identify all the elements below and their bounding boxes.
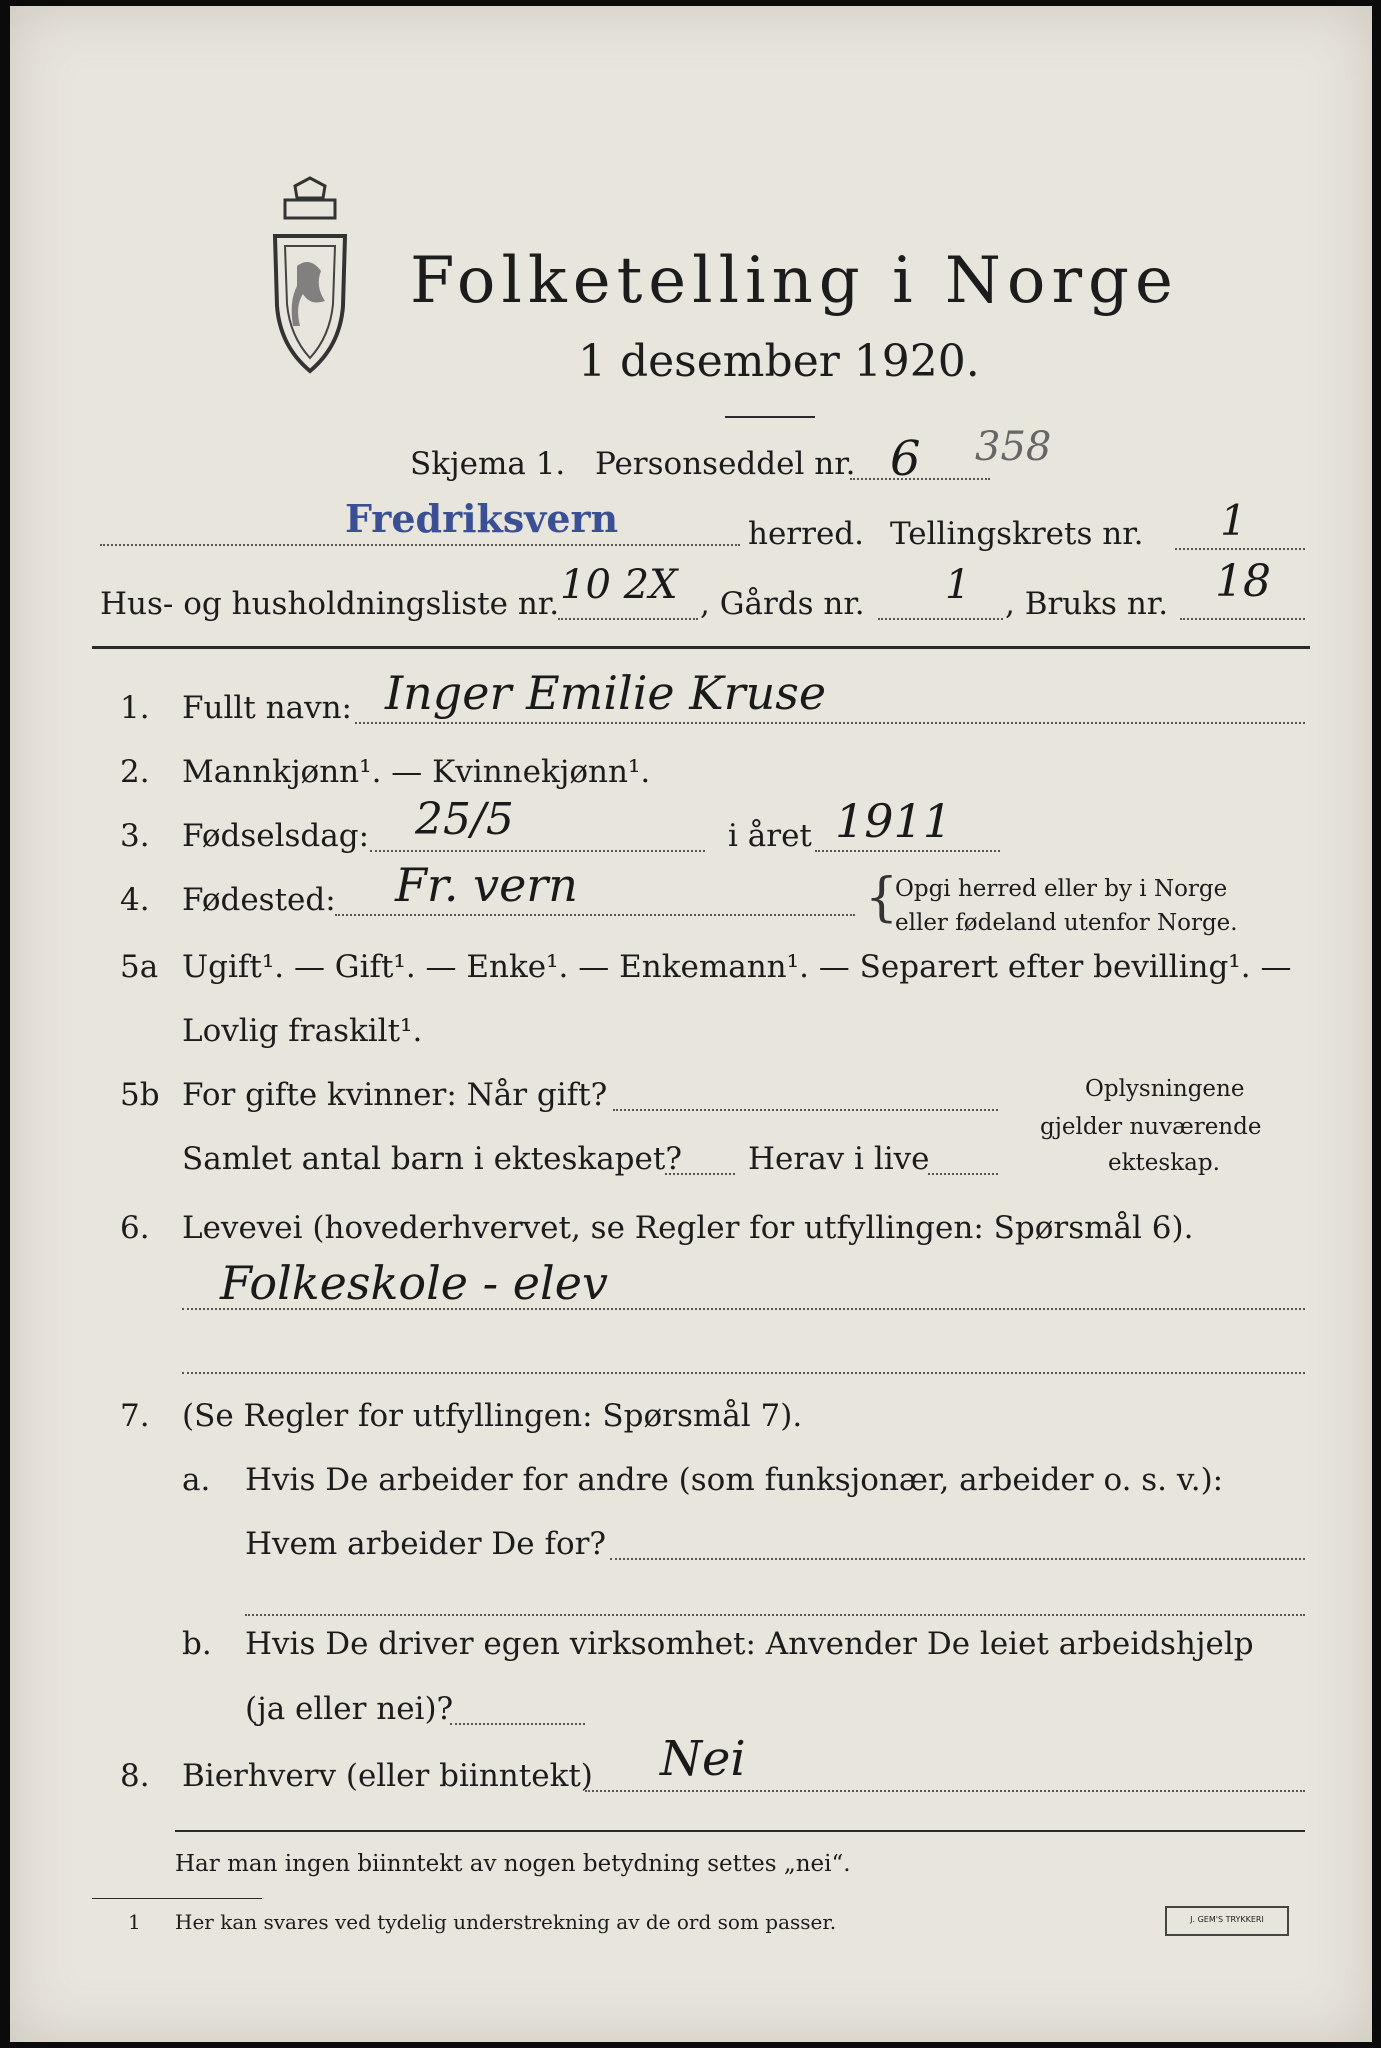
gards-label: , Gårds nr. — [700, 586, 865, 622]
personseddel-label: Personseddel nr. — [595, 446, 856, 482]
tellingskrets-label: Tellingskrets nr. — [890, 516, 1144, 552]
q7a-text: Hvis De arbeider for andre (som funksjonær, arbeider o. s. v.): — [245, 1462, 1224, 1498]
header-divider — [92, 646, 1310, 649]
q6-number: 6. — [120, 1210, 150, 1246]
q8-label: Bierhverv (eller biinntekt) — [182, 1758, 593, 1794]
skjema-label: Skjema 1. — [410, 446, 566, 482]
tellingskrets-value: 1 — [1220, 496, 1247, 545]
q7a-letter: a. — [182, 1462, 211, 1498]
q3-birth-year: 1911 — [835, 794, 953, 848]
q7b-text: Hvis De driver egen virksomhet: Anvender De leiet arbeidshjelp — [245, 1626, 1254, 1662]
q1-number: 1. — [120, 690, 150, 726]
q4-label: Fødested: — [182, 882, 336, 918]
q3-number: 3. — [120, 818, 150, 854]
bruks-value: 18 — [1215, 556, 1271, 607]
q5b-note-line1: Oplysningene — [1085, 1076, 1245, 1102]
q7b-letter: b. — [182, 1626, 212, 1662]
form-title: Folketelling i Norge — [410, 244, 1179, 318]
q6-occupation: Folkeskole - elev — [220, 1256, 608, 1310]
q7b-question: (ja eller nei)? — [245, 1691, 454, 1727]
census-form — [10, 6, 1372, 2042]
footnote-mark: 1 — [128, 1910, 141, 1934]
census-date: 1 desember 1920. — [578, 336, 980, 387]
footer-divider — [175, 1830, 1305, 1832]
hus-value: 10 2X — [560, 562, 678, 608]
printer-stamp — [1165, 1906, 1289, 1936]
q4-birthplace: Fr. vern — [395, 858, 578, 912]
q5b-children-label: Samlet antal barn i ekteskapet? — [182, 1141, 682, 1177]
coat-of-arms-icon — [255, 176, 365, 376]
hus-label: Hus- og husholdningsliste nr. — [100, 586, 560, 622]
q8-secondary-income: Nei — [660, 1731, 746, 1787]
bruks-label: , Bruks nr. — [1005, 586, 1169, 622]
q4-note-line2: eller fødeland utenfor Norge. — [895, 910, 1238, 936]
q5a-number: 5a — [120, 949, 159, 985]
q5b-alive-label: Herav i live — [748, 1141, 930, 1177]
q7-number: 7. — [120, 1398, 150, 1434]
q7a-question: Hvem arbeider De for? — [245, 1526, 607, 1562]
q8-number: 8. — [120, 1758, 150, 1794]
q2-gender-options: Mannkjønn¹. — Kvinnekjønn¹. — [182, 754, 651, 790]
q5b-note-line2: gjelder nuværende — [1040, 1114, 1262, 1140]
footnote-text: Her kan svares ved tydelig understrekning av de ord som passer. — [175, 1910, 837, 1934]
q3-year-label: i året — [728, 818, 812, 854]
q5b-number: 5b — [120, 1077, 160, 1113]
q5b-note-line3: ekteskap. — [1108, 1150, 1220, 1176]
q3-birthdate: 25/5 — [415, 794, 514, 845]
personseddel-value: 6 — [890, 431, 921, 487]
q2-number: 2. — [120, 754, 150, 790]
q4-note-line1: Opgi herred eller by i Norge — [895, 876, 1228, 902]
q1-label: Fullt navn: — [182, 690, 352, 726]
footer-note: Har man ingen biinntekt av nogen betydning settes „nei“. — [175, 1851, 851, 1877]
title-divider — [725, 416, 815, 418]
q4-brace: { — [865, 868, 899, 928]
q3-label: Fødselsdag: — [182, 818, 370, 854]
q5a-options-line2: Lovlig fraskilt¹. — [182, 1013, 423, 1049]
herred-value: Fredriksvern — [345, 496, 619, 541]
q1-full-name: Inger Emilie Kruse — [385, 666, 827, 720]
footnote-divider — [92, 1898, 262, 1899]
q5b-line1: For gifte kvinner: Når gift? — [182, 1077, 608, 1113]
q4-number: 4. — [120, 882, 150, 918]
personseddel-extra: 358 — [975, 424, 1052, 470]
q7-label: (Se Regler for utfyllingen: Spørsmål 7). — [182, 1398, 803, 1434]
q6-label: Levevei (hovederhvervet, se Regler for utfyllingen: Spørsmål 6). — [182, 1210, 1194, 1246]
printer-stamp-text: J. GEM'S TRYKKERI — [1190, 1915, 1264, 1924]
q5a-options-line1: Ugift¹. — Gift¹. — Enke¹. — Enkemann¹. — Separert efter bevilling¹. — — [182, 949, 1292, 985]
gards-value: 1 — [945, 562, 971, 608]
herred-label: herred. — [748, 516, 864, 552]
